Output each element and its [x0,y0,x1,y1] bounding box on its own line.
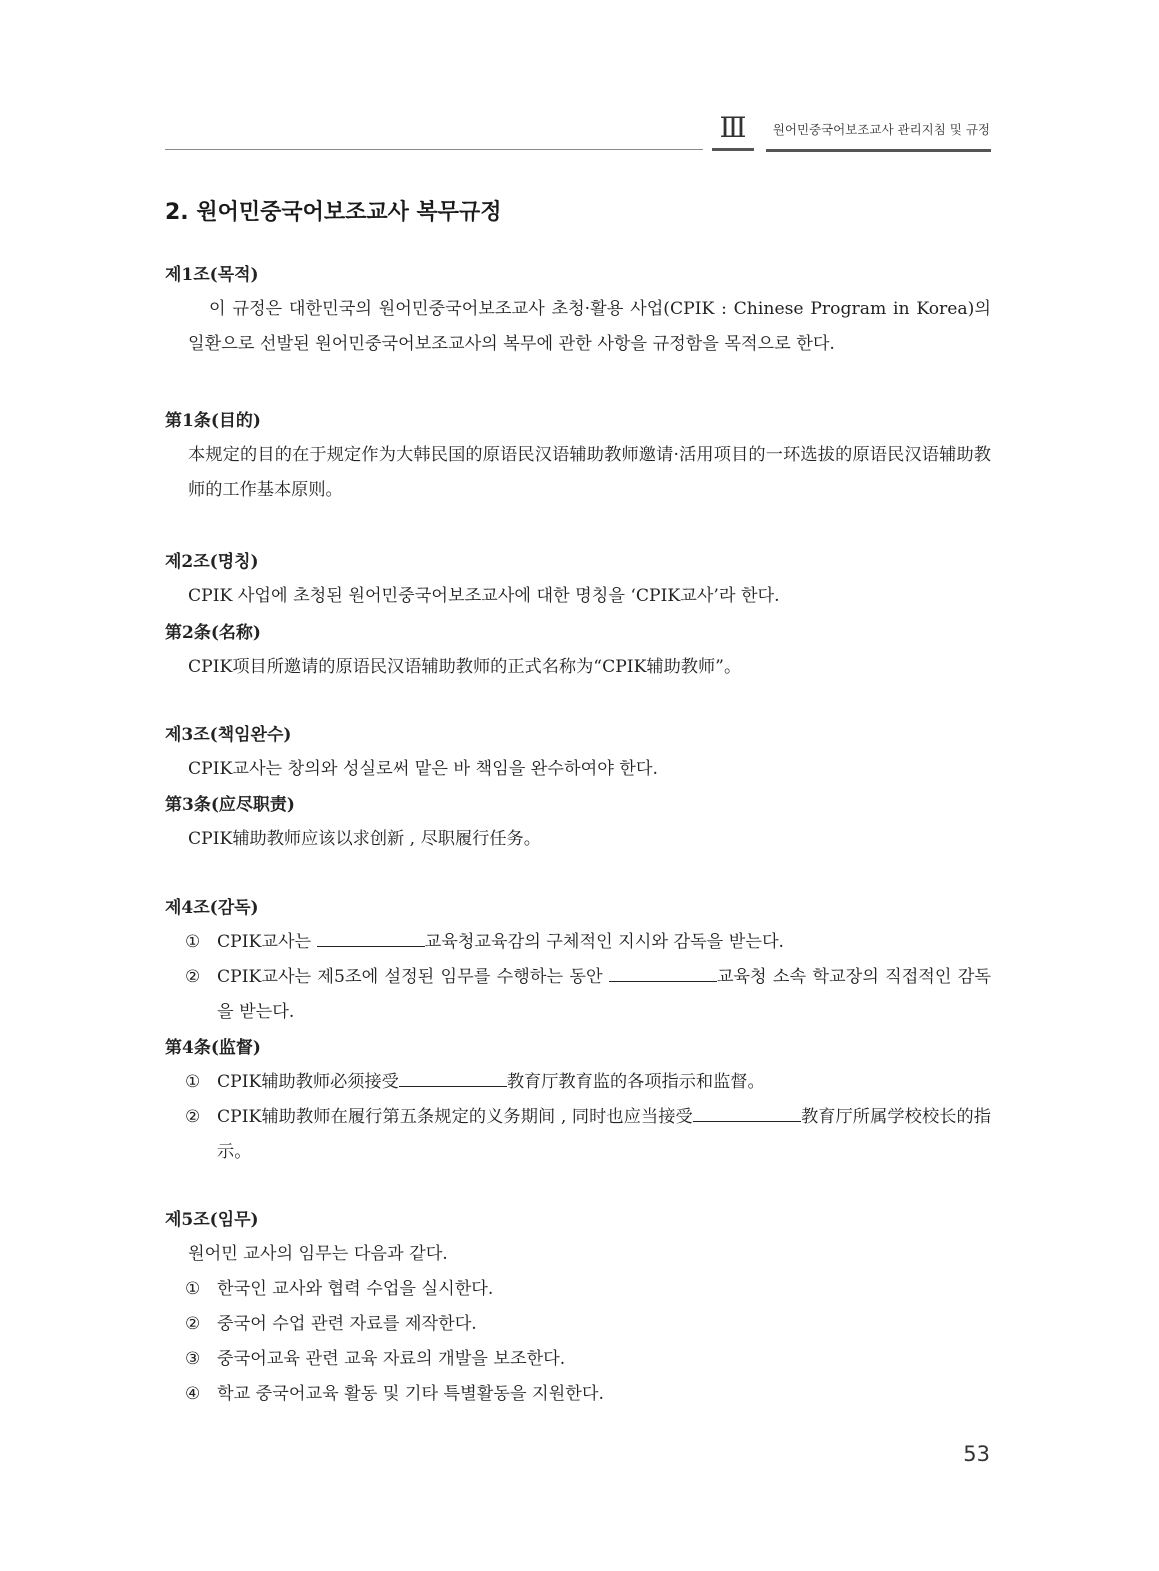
article-2-zh-text: CPIK项目所邀请的原语民汉语辅助教师的正式名称为“CPIK辅助教师”。 [188,657,742,677]
item-text: 학교 중국어교육 활동 및 기타 특별활동을 지원한다. [217,1384,604,1404]
list-item [165,1272,991,1307]
article-3-ko-text: CPIK교사는 창의와 성실로써 맡은 바 책임을 완수하여야 한다. [188,759,658,779]
item-number: ① [185,932,201,952]
article-5 [165,1208,991,1412]
item-text-before-blank: CPIK辅助教师必须接受 [217,1072,399,1092]
article-1-zh [165,409,991,508]
article-3 [165,723,991,787]
article-4-zh [165,1036,991,1170]
article-4-zh-title: 第4条(监督) [165,1038,261,1058]
article-4 [165,896,991,1030]
fill-in-blank [399,1070,507,1087]
chapter-running-title: 원어민중국어보조교사 관리지침 및 규정 [772,122,990,137]
item-text-before-blank: CPIK교사는 [217,932,317,952]
item-text-after-blank: 教育厅教育监的各项指示和监督。 [506,1072,765,1092]
item-number: ② [185,1314,201,1334]
item-text-after-blank: 教育厅所属学校校长的指示。 [217,1107,991,1162]
item-text-before-blank: CPIK교사는 제5조에 설정된 임무를 수행하는 동안 [217,967,609,987]
article-2-zh [165,621,991,685]
list-item [165,1065,991,1100]
article-3-ko-title: 제3조(책임완수) [165,725,292,745]
item-number: ④ [185,1384,201,1404]
header-rule-left [165,149,703,150]
article-2-ko-title: 제2조(명칭) [165,552,259,572]
item-number: ② [185,967,201,987]
page-number: 53 [963,1442,990,1466]
article-5-ko-intro: 원어민 교사의 임무는 다음과 같다. [188,1244,448,1264]
item-text-after-blank: 교육청교육감의 구체적인 지시와 감독을 받는다. [424,932,785,952]
fill-in-blank [693,1105,801,1122]
article-1-ko-text: 이 규정은 대한민국의 원어민중국어보조교사 초청·활용 사업(CPIK : Chinese Program in Korea)의 일환으로 선발된 원어민중국어보조교사의 복무에 관한 사항을 규정함을 목적으로 한다. [188,299,991,354]
article-3-zh-text: CPIK辅助教师应该以求创新 , 尽职履行任务。 [188,829,541,849]
item-text-after-blank: 교육청 소속 학교장의 직접적인 감독을 받는다. [217,967,991,1022]
chapter-roman-numeral: Ⅲ [719,111,747,144]
article-1-zh-text: 本规定的目的在于规定作为大韩民国的原语民汉语辅助教师邀请·活用项目的一环选拔的原语民汉语辅助教师的工作基本原则。 [188,445,991,500]
article-2-ko-text: CPIK 사업에 초청된 원어민중국어보조교사에 대한 명칭을 ‘CPIK교사’라 한다. [188,586,780,606]
list-item [165,1100,991,1170]
list-item [165,1377,991,1412]
article-2-zh-title: 第2条(名称) [165,623,261,643]
article-1 [165,263,991,362]
fill-in-blank [609,965,717,982]
article-3-zh [165,793,991,857]
item-number: ① [185,1072,201,1092]
article-1-ko-title: 제1조(목적) [165,265,259,285]
item-text: 중국어교육 관련 교육 자료의 개발을 보조한다. [217,1349,566,1369]
list-item [165,1307,991,1342]
list-item [165,925,991,960]
article-2 [165,550,991,614]
chapter-numeral-underline [712,148,754,151]
list-item [165,1342,991,1377]
article-3-zh-title: 第3条(应尽职责) [165,795,295,815]
item-text: 중국어 수업 관련 자료를 제작한다. [217,1314,477,1334]
item-number: ② [185,1107,201,1127]
item-text-before-blank: CPIK辅助教师在履行第五条规定的义务期间 , 同时也应当接受 [217,1107,693,1127]
article-5-ko-title: 제5조(임무) [165,1210,259,1230]
article-4-ko-title: 제4조(감독) [165,898,259,918]
item-text: 한국인 교사와 협력 수업을 실시한다. [217,1279,494,1299]
article-1-zh-title: 第1条(目的) [165,411,261,431]
item-number: ① [185,1279,201,1299]
fill-in-blank [317,930,425,947]
header-rule-right [766,149,991,152]
section-title: 2. 원어민중국어보조교사 복무규정 [165,200,502,225]
item-number: ③ [185,1349,201,1369]
list-item [165,960,991,1030]
